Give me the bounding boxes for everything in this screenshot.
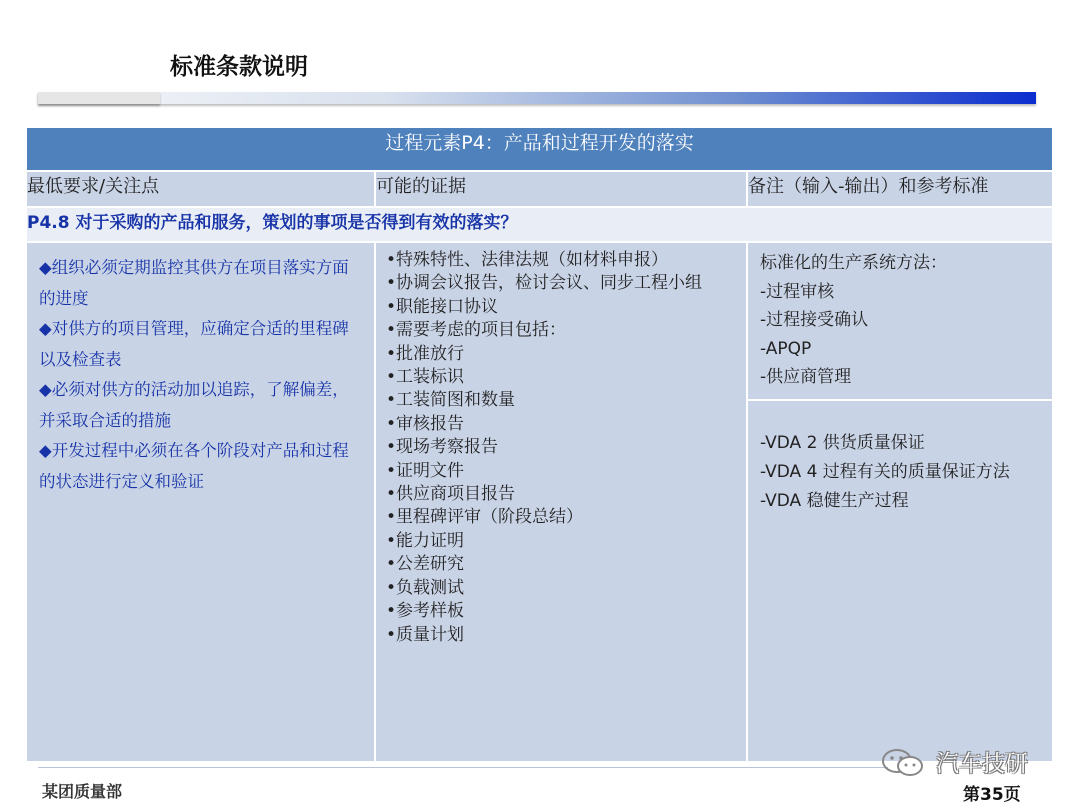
list-item: •能力证明 xyxy=(386,530,465,551)
list-item: ◆开发过程中必须在各个阶段对产品和过程的状态进行定义和验证 xyxy=(39,441,349,491)
list-item: -过程接受确认 xyxy=(760,310,869,330)
wechat-icon xyxy=(880,748,926,778)
list-item: •协调会议报告，检讨会议、同步工程小组 xyxy=(386,273,703,294)
question-row xyxy=(27,207,1052,242)
list-item: •工装标识 xyxy=(386,367,465,388)
list-item: •特殊特性、法律法规（如材料申报） xyxy=(386,250,669,270)
list-item: •需要考虑的项目包括： xyxy=(386,320,567,341)
column-header-evidence: 可能的证据 xyxy=(375,171,747,207)
list-item: •批准放行 xyxy=(386,343,465,364)
table-header-row xyxy=(27,128,1052,171)
standard-clause-table xyxy=(27,128,1052,761)
column-header-requirements: 最低要求/关注点 xyxy=(27,171,375,207)
evidence-cell xyxy=(375,242,747,761)
requirements-cell xyxy=(27,242,375,761)
list-item: •审核报告 xyxy=(386,413,465,434)
process-element-header: 过程元素P4：产品和过程开发的落实 xyxy=(27,128,1052,171)
list-item: 标准化的生产系统方法： xyxy=(760,253,947,273)
list-item: -供应商管理 xyxy=(760,367,852,387)
list-item: ◆组织必须定期监控其供方在项目落实方面的进度 xyxy=(39,258,349,308)
list-item: •参考样板 xyxy=(386,601,465,622)
list-item: •公差研究 xyxy=(386,554,465,575)
content-row xyxy=(27,242,1052,761)
column-header-row xyxy=(27,171,1052,207)
list-item: •里程碑评审（阶段总结） xyxy=(386,507,584,528)
notes-cell xyxy=(747,242,1052,761)
list-item: ◆对供方的项目管理，应确定合适的里程碑以及检查表 xyxy=(39,319,349,369)
list-item: •现场考察报告 xyxy=(386,437,499,458)
title-underline-left xyxy=(38,92,160,104)
list-item: •负载测试 xyxy=(386,577,465,598)
question-text: P4.8 对于采购的产品和服务，策划的事项是否得到有效的落实？ xyxy=(27,207,1052,242)
list-item: ◆必须对供方的活动加以追踪，了解偏差，并采取合适的措施 xyxy=(39,380,349,430)
list-item: -APQP xyxy=(760,338,812,359)
list-item: -VDA 稳健生产过程 xyxy=(760,491,909,511)
notes-standards-list xyxy=(748,401,1052,516)
page-number: 第35页 xyxy=(963,785,1021,805)
list-item: -VDA 2 供货质量保证 xyxy=(760,433,925,453)
evidence-list xyxy=(376,243,746,647)
footer-divider xyxy=(38,767,888,768)
column-header-notes: 备注（输入-输出）和参考标准 xyxy=(747,171,1052,207)
footer-department: 某团质量部 xyxy=(42,782,123,799)
list-item: •证明文件 xyxy=(386,460,465,481)
list-item: •工装简图和数量 xyxy=(386,390,516,411)
requirements-list xyxy=(27,243,374,497)
list-item: •质量计划 xyxy=(386,624,465,645)
list-item: -VDA 4 过程有关的质量保证方法 xyxy=(760,462,1010,482)
list-item: •供应商项目报告 xyxy=(386,484,516,505)
page-title: 标准条款说明 xyxy=(170,54,308,80)
list-item: -过程审核 xyxy=(760,281,835,302)
notes-methods-list xyxy=(748,243,1052,395)
watermark-text: 汽车技研 xyxy=(936,751,1028,777)
title-underline-bar xyxy=(38,92,1036,104)
list-item: •职能接口协议 xyxy=(386,296,499,317)
